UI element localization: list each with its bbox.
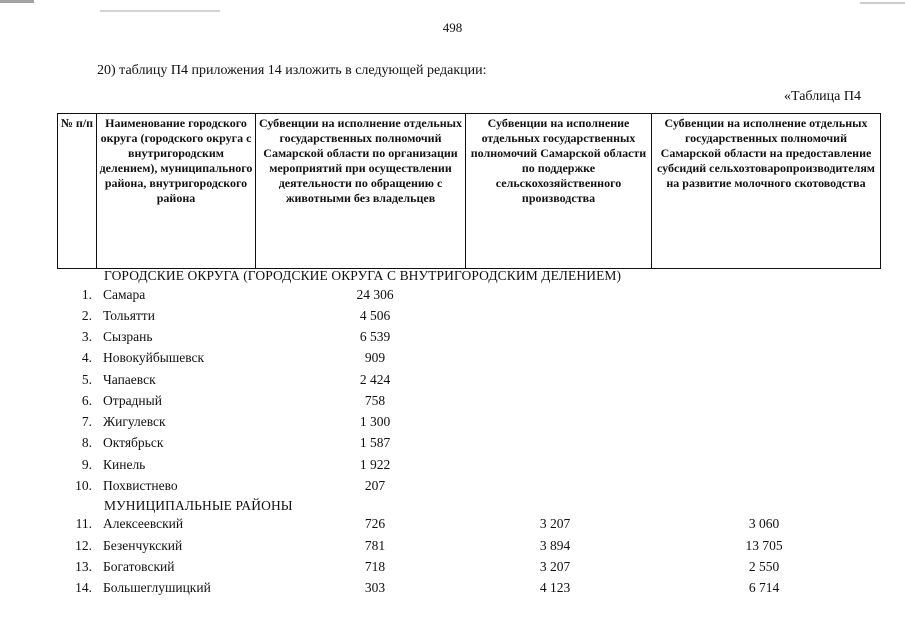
row-name: Октябрьск [103,435,164,450]
table-row [0,559,905,580]
row-name: Большеглушицкий [103,580,211,595]
row-name: Новокуйбышевск [103,350,205,365]
section-heading-urban-districts: ГОРОДСКИЕ ОКРУГА (ГОРОДСКИЕ ОКРУГА С ВНУТРИГОРОДСКИМ ДЕЛЕНИЕМ) [104,268,622,283]
row-value-animals: 303 [364,580,386,595]
row-value-dairy: 3 060 [748,516,780,531]
table-row [0,350,905,371]
scan-artifact-smudge [100,10,220,12]
table-row [0,580,905,601]
table-row [0,538,905,559]
table-row [0,516,905,537]
row-value-animals: 6 539 [359,329,391,344]
page-number: 498 [442,20,463,35]
row-value-animals: 718 [364,559,386,574]
row-number: 7. [81,414,92,429]
table-header [57,113,881,269]
row-value-animals: 207 [364,478,386,493]
row-name: Жигулевск [103,414,166,429]
row-value-animals: 1 922 [359,457,391,472]
table-row [0,287,905,308]
row-number: 11. [75,516,92,531]
row-number: 12. [75,538,92,553]
row-number: 3. [81,329,92,344]
table-row [0,478,905,499]
column-header-agriculture-subvention: Субвенции на исполнение отдельных государственных полномочий Самарской области по поддержке сельскохозяйственного производства [466,114,652,269]
section-heading-municipal-districts: МУНИЦИПАЛЬНЫЕ РАЙОНЫ [104,498,293,513]
row-number: 6. [81,393,92,408]
row-value-agriculture: 3 894 [539,538,571,553]
row-number: 5. [81,372,92,387]
row-value-agriculture: 3 207 [539,516,571,531]
row-name: Самара [103,287,146,302]
row-number: 9. [81,457,92,472]
row-number: 14. [75,580,92,595]
row-value-agriculture: 3 207 [539,559,571,574]
table-row [0,329,905,350]
row-number: 10. [75,478,92,493]
row-name: Богатовский [103,559,175,574]
row-name: Безенчукский [103,538,183,553]
row-name: Алексеевский [103,516,184,531]
row-name: Кинель [103,457,146,472]
row-value-dairy: 13 705 [745,538,783,553]
row-value-animals: 909 [364,350,386,365]
row-number: 8. [81,435,92,450]
row-value-animals: 1 300 [359,414,391,429]
table-row [0,457,905,478]
row-name: Сызрань [103,329,153,344]
amendment-intro: 20) таблицу П4 приложения 14 изложить в следующей редакции: [97,63,487,78]
row-value-animals: 726 [364,516,386,531]
column-header-animals-subvention: Субвенции на исполнение отдельных государственных полномочий Самарской области по организации мероприятий при осуществлении деятельности по обращению с животными без владельцев [256,114,466,269]
row-number: 13. [75,559,92,574]
scan-artifact-left [0,0,34,3]
row-number: 4. [81,350,92,365]
row-value-dairy: 6 714 [748,580,780,595]
table-row [0,308,905,329]
row-name: Похвистнево [103,478,178,493]
row-value-animals: 781 [364,538,386,553]
row-value-animals: 758 [364,393,386,408]
row-name: Тольятти [103,308,155,323]
row-value-animals: 2 424 [359,372,391,387]
column-header-dairy-subvention: Субвенции на исполнение отдельных государственных полномочий Самарской области на предоставление субсидий сельхозтоваропроизводителям на развитие молочного скотоводства [652,114,881,269]
row-name: Отрадный [103,393,162,408]
row-number: 1. [81,287,92,302]
row-value-animals: 1 587 [359,435,391,450]
table-row [0,372,905,393]
row-number: 2. [81,308,92,323]
table-caption: «Таблица П4 [784,89,861,104]
column-header-name: Наименование городского округа (городского округа с внутригородским делением), муниципального района, внутригородского района [97,114,256,269]
row-value-animals: 4 506 [359,308,391,323]
table-row [0,435,905,456]
scan-artifact-right [860,2,905,4]
row-name: Чапаевск [103,372,156,387]
row-value-animals: 24 306 [356,287,394,302]
table-row [0,393,905,414]
row-value-agriculture: 4 123 [539,580,571,595]
row-value-dairy: 2 550 [748,559,780,574]
table-row [0,414,905,435]
column-header-number: № п/п [58,114,97,269]
